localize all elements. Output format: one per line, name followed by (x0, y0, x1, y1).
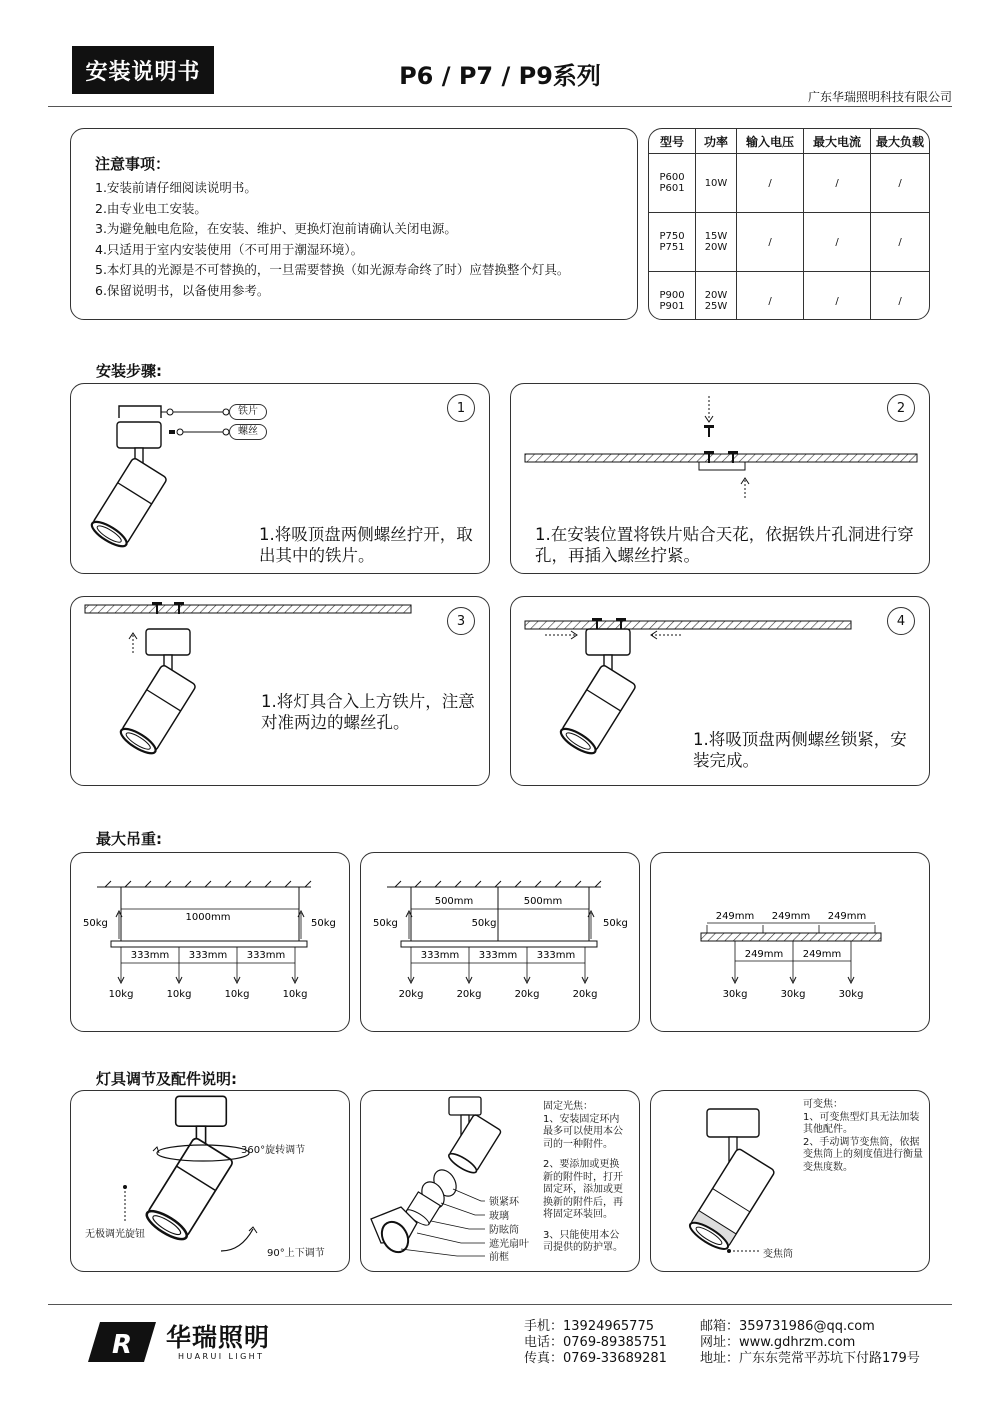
point-load: 10kg (224, 989, 250, 1000)
adjust-panel-fixed-focus (360, 1090, 640, 1272)
part-label: 前框 (489, 1252, 509, 1263)
model-cell: P750 (659, 231, 685, 242)
notes-title: 注意事项： (95, 155, 171, 173)
point-load: 30kg (838, 989, 864, 1000)
logo-mark-icon (86, 1318, 158, 1366)
load-panel-1 (70, 852, 350, 1032)
point-load: 10kg (108, 989, 134, 1000)
note-line: 1、可变焦型灯具无法加装 (803, 1111, 920, 1123)
power-cell: 25W (704, 301, 728, 312)
note-item: 5.本灯具的光源是不可替换的，一旦需要替换（如光源寿命终了时）应替换整个灯具。 (95, 262, 570, 277)
model-cell: P751 (659, 242, 685, 253)
step-number: 4 (887, 607, 915, 635)
part-label: 防眩筒 (489, 1225, 519, 1236)
zoom-notes (803, 1099, 927, 1174)
note-line: 可变焦： (803, 1099, 843, 1110)
header-current: 最大电流 (804, 129, 871, 154)
seg-label: 249mm (744, 949, 784, 960)
note-line: 最多可以使用本公 (543, 1126, 623, 1137)
side-load-left: 50kg (83, 918, 108, 929)
fixed-focus-notes (543, 1101, 637, 1255)
notes-box (70, 128, 638, 320)
load-cell: / (871, 213, 930, 272)
company-name: 广东华瑞照明科技有限公司 (807, 90, 952, 104)
postal-address: 地址：广东东莞常平苏坑下付路179号 (700, 1351, 920, 1366)
mid-load: 50kg (471, 918, 497, 929)
load-panel-3 (650, 852, 930, 1032)
install-step-2 (510, 383, 930, 574)
contact-phones (524, 1319, 667, 1367)
power-cell: 20W (704, 290, 728, 301)
side-load-left: 50kg (373, 918, 398, 929)
tilt-label: 90°上下调节 (267, 1248, 325, 1259)
seg-label: 249mm (827, 911, 867, 922)
part-label: 锁紧环 (489, 1197, 519, 1208)
load-cell: / (871, 154, 930, 213)
logo-text-cn: 华瑞照明 (166, 1323, 271, 1352)
point-load: 20kg (456, 989, 482, 1000)
note-line: 变焦度数。 (803, 1161, 853, 1173)
part-label: 玻璃 (489, 1211, 509, 1222)
header-divider (48, 106, 952, 107)
point-load: 20kg (572, 989, 598, 1000)
load-section-title: 最大吊重: (96, 830, 162, 848)
load-panel-2 (360, 852, 640, 1032)
install-step-1 (70, 383, 490, 574)
part-label: 遮光扇叶 (489, 1239, 529, 1250)
note-item: 4.只适用于室内安装使用（不可用于潮湿环境）。 (95, 241, 364, 257)
power-cell: 10W (704, 177, 728, 189)
step-text: 1.将吸顶盘两侧螺丝锁紧，安装完成。 (693, 730, 907, 770)
seg-label: 333mm (188, 950, 228, 961)
model-cell: P900 (659, 290, 685, 301)
span-label: 1000mm (185, 912, 231, 923)
note-item: 1.安装前请仔细阅读说明书。 (95, 180, 257, 195)
seg-label: 333mm (536, 950, 576, 961)
header-load: 最大负载 (871, 129, 930, 154)
step-text: 1.将吸顶盘两侧螺丝拧开，取出其中的铁片。 (259, 525, 473, 565)
seg-label: 249mm (771, 911, 811, 922)
power-cell: 20W (704, 242, 728, 253)
voltage-cell: / (737, 272, 804, 321)
current-cell: / (804, 272, 871, 321)
zoom-part-label: 变焦筒 (763, 1249, 793, 1260)
load-cell: / (898, 295, 902, 307)
span-label: 500mm (523, 896, 563, 907)
adjust-section-title: 灯具调节及配件说明: (96, 1070, 237, 1088)
model-cell: P901 (659, 301, 685, 312)
logo-text-en: HUARUI LIGHT (178, 1352, 265, 1361)
load-diagram-3 (651, 853, 931, 1033)
model-cell: P601 (659, 183, 685, 194)
note-item: 6.保留说明书，以备使用参考。 (95, 282, 270, 298)
document-badge: 安装说明书 (72, 46, 214, 94)
header-model: 型号 (649, 129, 696, 154)
point-load: 20kg (398, 989, 424, 1000)
power-cell: 15W (704, 231, 728, 242)
point-load: 30kg (780, 989, 806, 1000)
phone-number: 电话：0769-89385751 (524, 1335, 667, 1350)
table-row (649, 272, 929, 321)
mobile-number: 手机：13924965775 (524, 1319, 654, 1334)
voltage-cell: / (737, 213, 804, 272)
point-load: 10kg (166, 989, 192, 1000)
note-item: 3.为避免触电危险，在安装、维护、更换灯泡前请确认关闭电源。 (95, 221, 457, 236)
adjust-panel-rotation (70, 1090, 350, 1272)
label-iron-plate: 铁片 (229, 404, 267, 420)
adjust-panel-zoom (650, 1090, 930, 1272)
install-section-title: 安装步骤: (96, 362, 162, 380)
header-voltage: 输入电压 (737, 129, 804, 154)
current-cell: / (804, 213, 871, 272)
spec-table-box (648, 128, 930, 320)
note-line: 司的一种附件。 (543, 1138, 613, 1150)
company-logo (86, 1318, 286, 1366)
contact-online (700, 1319, 920, 1367)
note-line: 换新的附件后，再 (543, 1196, 623, 1208)
point-load: 30kg (722, 989, 748, 1000)
side-load-right: 50kg (603, 918, 628, 929)
document-title: P6 / P7 / P9系列 (399, 62, 601, 90)
note-line: 3、只能使用本公 (543, 1229, 620, 1241)
point-load: 10kg (282, 989, 308, 1000)
seg-label: 333mm (246, 950, 286, 961)
note-line: 司提供的防护罩。 (543, 1242, 623, 1253)
logo-mark-letter: R (111, 1330, 133, 1360)
note-line: 2、手动调节变焦筒，依据 (803, 1136, 920, 1148)
spec-table (649, 129, 929, 320)
step-number: 2 (887, 394, 915, 422)
fax-number: 传真：0769-33689281 (524, 1351, 667, 1366)
email-address: 邮箱：359731986@qq.com (700, 1319, 875, 1334)
note-line: 1、安装固定环内 (543, 1113, 620, 1125)
load-diagram-2 (361, 853, 641, 1033)
rotate-label: 360°旋转调节 (241, 1145, 306, 1156)
seg-label: 249mm (802, 949, 842, 960)
seg-label: 333mm (420, 950, 460, 961)
note-line: 固定光焦： (543, 1101, 593, 1112)
note-line: 将固定环装回。 (543, 1209, 613, 1220)
note-line: 变焦筒上的刻度值进行衡量 (803, 1149, 923, 1160)
seg-label: 249mm (715, 911, 755, 922)
table-row (649, 213, 929, 272)
point-load: 20kg (514, 989, 540, 1000)
note-line: 其他配件。 (803, 1124, 853, 1135)
note-line: 新的附件时，打开 (543, 1171, 623, 1183)
install-step-3 (70, 596, 490, 786)
step-text: 1.在安装位置将铁片贴合天花，依据铁片孔洞进行穿孔，再插入螺丝拧紧。 (535, 525, 914, 565)
seg-label: 333mm (478, 950, 518, 961)
load-diagram-1 (71, 853, 351, 1033)
step-text: 1.将灯具合入上方铁片，注意对准两边的螺丝孔。 (261, 692, 475, 732)
step-number: 3 (447, 607, 475, 635)
note-line: 固定环，添加或更 (543, 1184, 623, 1195)
knob-label: 无极调光旋钮 (85, 1229, 145, 1240)
note-line: 2、要添加或更换 (543, 1159, 620, 1170)
voltage-cell: / (737, 154, 804, 213)
table-header-row (649, 129, 929, 154)
website-url: 网址：www.gdhrzm.com (700, 1335, 856, 1350)
model-cell: P600 (659, 172, 685, 183)
seg-label: 333mm (130, 950, 170, 961)
span-label: 500mm (434, 896, 474, 907)
install-step-4 (510, 596, 930, 786)
header-power: 功率 (696, 129, 737, 154)
current-cell: / (804, 154, 871, 213)
label-screw: 螺丝 (229, 424, 267, 440)
footer-divider (48, 1304, 952, 1305)
side-load-right: 50kg (311, 918, 336, 929)
step-number: 1 (447, 394, 475, 422)
note-item: 2.由专业电工安装。 (95, 200, 207, 216)
table-row (649, 154, 929, 213)
